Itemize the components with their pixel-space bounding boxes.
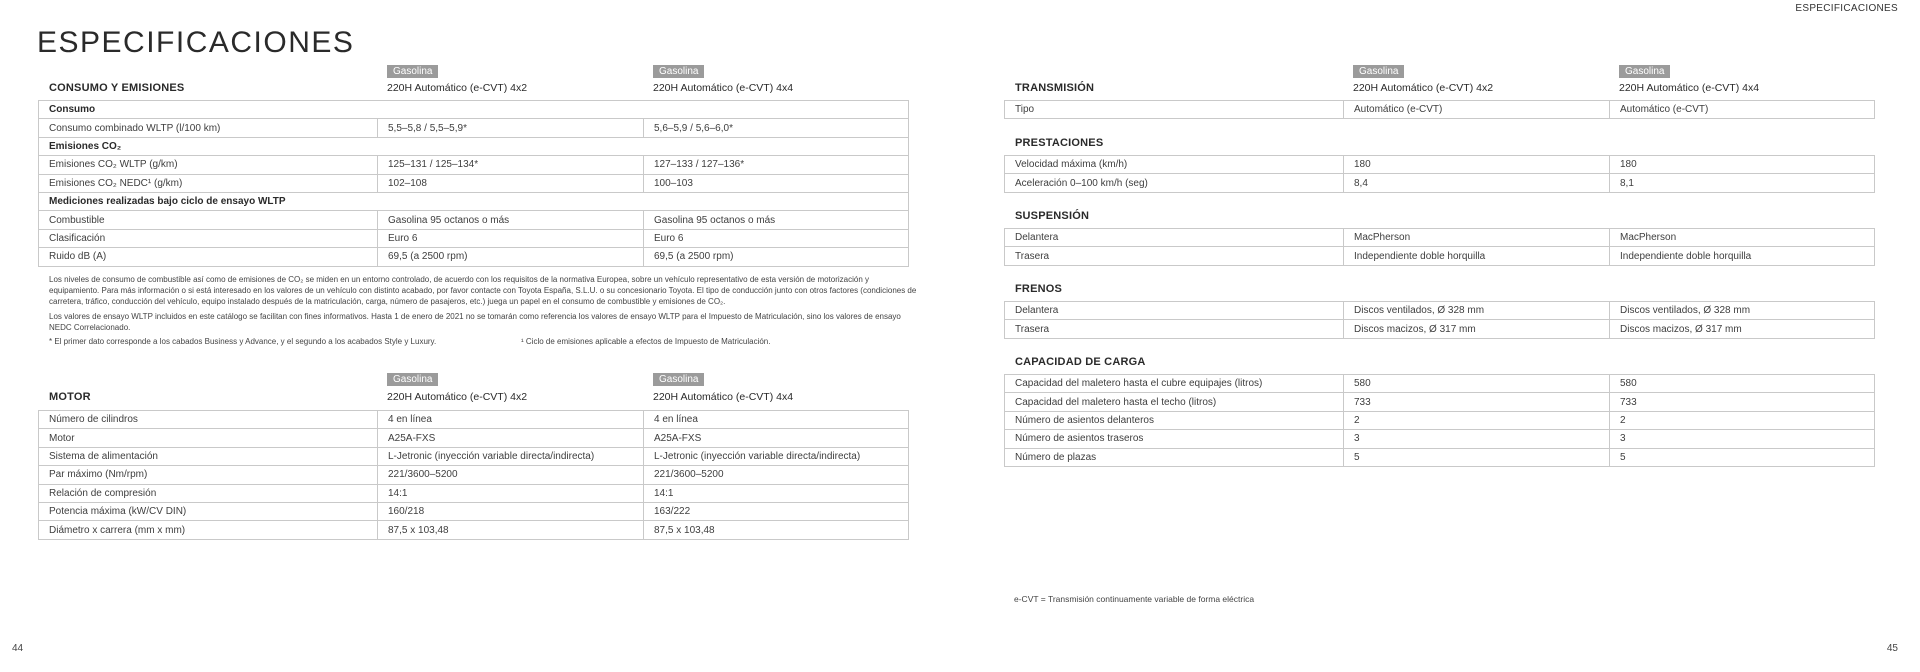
table-row <box>39 429 909 447</box>
table-row <box>39 119 909 137</box>
value-cell-4x4: 127–133 / 127–136* <box>644 156 909 174</box>
table-row <box>39 502 909 520</box>
table-row <box>39 447 909 465</box>
label-cell: Combustible <box>39 211 378 229</box>
column-header-4x2: 220H Automático (e-CVT) 4x2 <box>1353 82 1494 94</box>
label-cell: Potencia máxima (kW/CV DIN) <box>39 502 378 520</box>
note-paragraph: Los valores de ensayo WLTP incluidos en este catálogo se facilitan con fines informativos. Hasta 1 de enero de 2021 no se tomarán como referencia los valores de ensayo WLTP para el Impuesto de Matriculación, sino los valores de ensayo NEDC Correlacionado. <box>49 311 901 332</box>
page-title: ESPECIFICACIONES <box>37 26 355 59</box>
ecvt-footnote: e-CVT = Transmisión continuamente variable de forma eléctrica <box>1014 594 1255 604</box>
value-cell-4x2: Independiente doble horquilla <box>1344 247 1610 265</box>
spec-table <box>38 100 909 267</box>
label-cell: Capacidad del maletero hasta el cubre equipajes (litros) <box>1005 375 1344 393</box>
label-cell: Número de asientos delanteros <box>1005 411 1344 429</box>
spec-table <box>38 410 909 540</box>
table-row <box>1005 247 1875 265</box>
label-cell: Delantera <box>1005 229 1344 247</box>
table-row <box>1005 448 1875 466</box>
value-cell-4x2: 160/218 <box>378 502 644 520</box>
label-cell: Diámetro x carrera (mm x mm) <box>39 521 378 539</box>
value-cell-4x4: Discos ventilados, Ø 328 mm <box>1610 302 1875 320</box>
section-title: FRENOS <box>1015 283 1063 295</box>
section-title: TRANSMISIÓN <box>1015 82 1095 94</box>
table-row <box>1005 411 1875 429</box>
label-cell: Número de asientos traseros <box>1005 430 1344 448</box>
label-cell: Aceleración 0–100 km/h (seg) <box>1005 174 1344 192</box>
note-footnotes <box>49 336 919 347</box>
section-title: MOTOR <box>49 391 91 403</box>
spec-table <box>1004 100 1875 119</box>
section-title: PRESTACIONES <box>1015 137 1104 149</box>
label-cell: Emisiones CO₂ WLTP (g/km) <box>39 156 378 174</box>
label-cell: Velocidad máxima (km/h) <box>1005 156 1344 174</box>
value-cell-4x2: 221/3600–5200 <box>378 466 644 484</box>
label-cell: Clasificación <box>39 229 378 247</box>
table-row <box>39 137 909 155</box>
value-cell-4x2: Gasolina 95 octanos o más <box>378 211 644 229</box>
value-cell-4x4: 3 <box>1610 430 1875 448</box>
spec-table <box>1004 155 1875 193</box>
table-row <box>39 484 909 502</box>
table-row <box>39 192 909 210</box>
section-title: CONSUMO Y EMISIONES <box>49 82 185 94</box>
value-cell-4x2: 2 <box>1344 411 1610 429</box>
table-row <box>39 248 909 266</box>
table-row <box>39 174 909 192</box>
value-cell-4x4: L-Jetronic (inyección variable directa/indirecta) <box>644 447 909 465</box>
value-cell-4x2: 5,5–5,8 / 5,5–5,9* <box>378 119 644 137</box>
table-row <box>39 101 909 119</box>
label-cell: Número de cilindros <box>39 411 378 429</box>
value-cell-4x4: 163/222 <box>644 502 909 520</box>
column-header-4x4: 220H Automático (e-CVT) 4x4 <box>653 391 794 403</box>
page-number-left: 44 <box>12 643 24 654</box>
value-cell-4x4: 733 <box>1610 393 1875 411</box>
value-cell-4x4: 2 <box>1610 411 1875 429</box>
table-row <box>39 521 909 539</box>
fuel-badge-col2: Gasolina <box>653 373 704 386</box>
value-cell-4x2: 87,5 x 103,48 <box>378 521 644 539</box>
label-cell: Relación de compresión <box>39 484 378 502</box>
value-cell-4x2: Discos ventilados, Ø 328 mm <box>1344 302 1610 320</box>
table-row <box>1005 101 1875 119</box>
value-cell-4x4: 5,6–5,9 / 5,6–6,0* <box>644 119 909 137</box>
label-cell: Trasera <box>1005 320 1344 338</box>
subheader-cell: Mediciones realizadas bajo ciclo de ensayo WLTP <box>39 192 909 210</box>
table-row <box>39 466 909 484</box>
value-cell-4x2: L-Jetronic (inyección variable directa/indirecta) <box>378 447 644 465</box>
label-cell: Número de plazas <box>1005 448 1344 466</box>
subheader-cell: Emisiones CO₂ <box>39 137 909 155</box>
fuel-badge-col1: Gasolina <box>387 373 438 386</box>
value-cell-4x4: 14:1 <box>644 484 909 502</box>
table-row <box>39 229 909 247</box>
table-row <box>1005 174 1875 192</box>
label-cell: Consumo combinado WLTP (l/100 km) <box>39 119 378 137</box>
value-cell-4x2: Automático (e-CVT) <box>1344 101 1610 119</box>
label-cell: Par máximo (Nm/rpm) <box>39 466 378 484</box>
page-number-right: 45 <box>1886 643 1898 654</box>
label-cell: Emisiones CO₂ NEDC¹ (g/km) <box>39 174 378 192</box>
note-paragraph: Los niveles de consumo de combustible así como de emisiones de CO₂ se miden en un entorno controlado, de acuerdo con los requisitos de la normativa Europea, sobre un vehículo representativo de esta versión de motorización y equipamiento. Para más información o si está interesado en los valores de un vehículo con distinto acabado, por favor contacte con Toyota España, S.L.U. o su concesionario Toyota. El tipo de conducción junto con otros factores (condiciones de carretera, tráfico, conducción del vehículo, equipo instalado después de la matriculación, carga, número de pasajeros, etc.) juega un papel en el consumo de combustible y emisiones de CO₂. <box>49 275 917 307</box>
value-cell-4x2: 180 <box>1344 156 1610 174</box>
section-title: SUSPENSIÓN <box>1015 210 1090 222</box>
table-row <box>1005 430 1875 448</box>
spec-table <box>1004 228 1875 266</box>
value-cell-4x4: Discos macizos, Ø 317 mm <box>1610 320 1875 338</box>
value-cell-4x2: 8,4 <box>1344 174 1610 192</box>
table-row <box>1005 156 1875 174</box>
notes-block <box>49 274 919 347</box>
column-header-4x2: 220H Automático (e-CVT) 4x2 <box>387 82 528 94</box>
value-cell-4x4: Gasolina 95 octanos o más <box>644 211 909 229</box>
spec-table <box>1004 374 1875 467</box>
value-cell-4x4: 8,1 <box>1610 174 1875 192</box>
label-cell: Sistema de alimentación <box>39 447 378 465</box>
table-row <box>39 411 909 429</box>
value-cell-4x2: 14:1 <box>378 484 644 502</box>
value-cell-4x4: 580 <box>1610 375 1875 393</box>
value-cell-4x2: Euro 6 <box>378 229 644 247</box>
value-cell-4x4: 4 en línea <box>644 411 909 429</box>
note-superscript: ¹ Ciclo de emisiones aplicable a efectos de Impuesto de Matriculación. <box>521 337 771 347</box>
value-cell-4x4: Euro 6 <box>644 229 909 247</box>
value-cell-4x4: 87,5 x 103,48 <box>644 521 909 539</box>
value-cell-4x2: 733 <box>1344 393 1610 411</box>
value-cell-4x2: 5 <box>1344 448 1610 466</box>
value-cell-4x4: 100–103 <box>644 174 909 192</box>
value-cell-4x4: 5 <box>1610 448 1875 466</box>
label-cell: Trasera <box>1005 247 1344 265</box>
label-cell: Motor <box>39 429 378 447</box>
value-cell-4x4: Independiente doble horquilla <box>1610 247 1875 265</box>
column-header-4x2: 220H Automático (e-CVT) 4x2 <box>387 391 528 403</box>
table-row <box>39 211 909 229</box>
column-header-4x4: 220H Automático (e-CVT) 4x4 <box>653 82 794 94</box>
value-cell-4x2: Discos macizos, Ø 317 mm <box>1344 320 1610 338</box>
fuel-badge-col1: Gasolina <box>387 65 438 78</box>
table-row <box>1005 229 1875 247</box>
table-row <box>39 156 909 174</box>
value-cell-4x4: 69,5 (a 2500 rpm) <box>644 248 909 266</box>
label-cell: Ruido dB (A) <box>39 248 378 266</box>
fuel-badge-col2: Gasolina <box>653 65 704 78</box>
section-header-label: ESPECIFICACIONES <box>1795 3 1898 14</box>
table-row <box>1005 375 1875 393</box>
value-cell-4x2: 4 en línea <box>378 411 644 429</box>
table-row <box>1005 302 1875 320</box>
value-cell-4x2: MacPherson <box>1344 229 1610 247</box>
label-cell: Delantera <box>1005 302 1344 320</box>
value-cell-4x2: 3 <box>1344 430 1610 448</box>
note-asterisk: * El primer dato corresponde a los cabados Business y Advance, y el segundo a los acabados Style y Luxury. <box>49 337 437 347</box>
subheader-cell: Consumo <box>39 101 909 119</box>
value-cell-4x2: 125–131 / 125–134* <box>378 156 644 174</box>
value-cell-4x2: A25A-FXS <box>378 429 644 447</box>
value-cell-4x4: Automático (e-CVT) <box>1610 101 1875 119</box>
fuel-badge-col1: Gasolina <box>1353 65 1404 78</box>
value-cell-4x4: 180 <box>1610 156 1875 174</box>
value-cell-4x2: 102–108 <box>378 174 644 192</box>
value-cell-4x2: 69,5 (a 2500 rpm) <box>378 248 644 266</box>
value-cell-4x4: 221/3600–5200 <box>644 466 909 484</box>
fuel-badge-col2: Gasolina <box>1619 65 1670 78</box>
label-cell: Capacidad del maletero hasta el techo (litros) <box>1005 393 1344 411</box>
value-cell-4x4: A25A-FXS <box>644 429 909 447</box>
section-title: CAPACIDAD DE CARGA <box>1015 356 1146 368</box>
table-row <box>1005 393 1875 411</box>
value-cell-4x2: 580 <box>1344 375 1610 393</box>
column-header-4x4: 220H Automático (e-CVT) 4x4 <box>1619 82 1760 94</box>
label-cell: Tipo <box>1005 101 1344 119</box>
table-row <box>1005 320 1875 338</box>
spec-table <box>1004 301 1875 339</box>
value-cell-4x4: MacPherson <box>1610 229 1875 247</box>
